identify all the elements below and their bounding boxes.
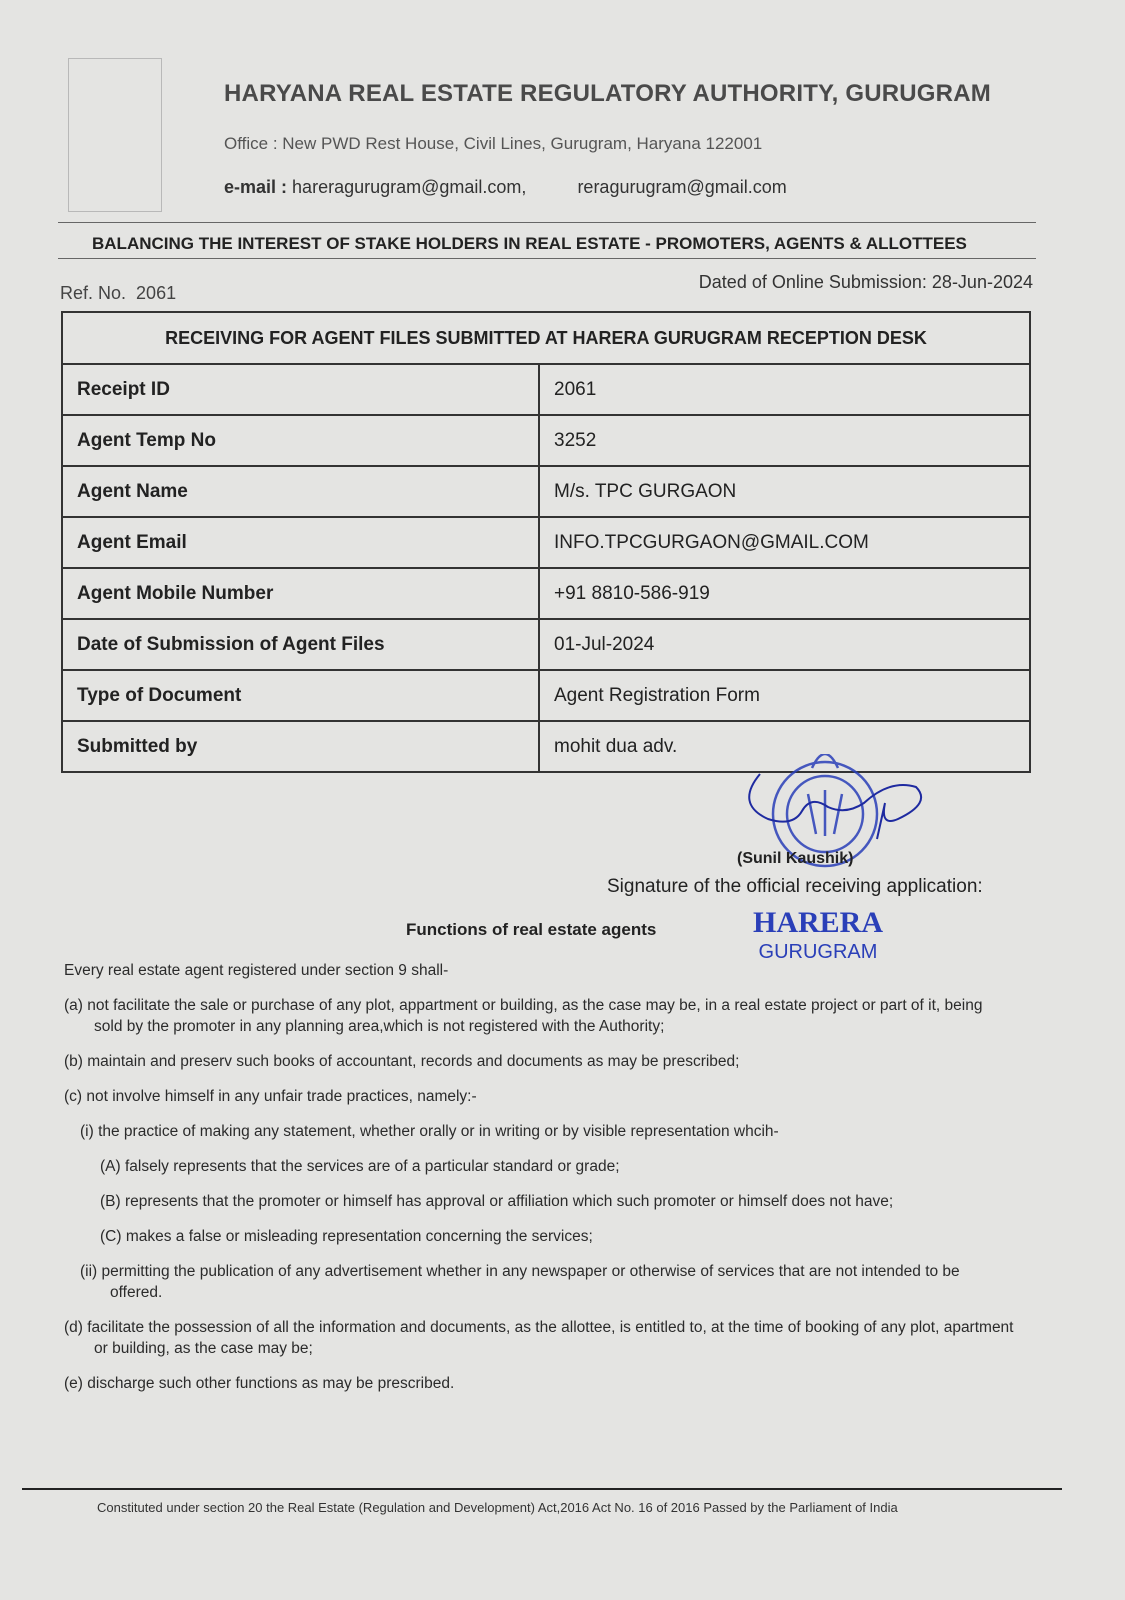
row-value: INFO.TPCGURGAON@GMAIL.COM [539, 517, 1030, 568]
clause-c-i-c: (C) makes a false or misleading representation concerning the services; [100, 1228, 593, 1245]
table-row [62, 670, 1030, 721]
reference-number [60, 283, 176, 304]
table-row [62, 466, 1030, 517]
table-row [62, 517, 1030, 568]
row-label: Type of Document [62, 670, 539, 721]
office-address: Office : New PWD Rest House, Civil Lines, Gurugram, Haryana 122001 [224, 134, 763, 153]
row-value: +91 8810-586-919 [539, 568, 1030, 619]
email-1: hareragurugram@gmail.com, [292, 177, 527, 197]
clause-c-i-a: (A) falsely represents that the services are of a particular standard or grade; [100, 1158, 620, 1175]
row-label: Receipt ID [62, 364, 539, 415]
functions-body [64, 960, 1014, 1408]
ref-value: 2061 [136, 283, 177, 303]
contact-emails [224, 177, 787, 198]
table-row [62, 568, 1030, 619]
row-label: Agent Mobile Number [62, 568, 539, 619]
clause-e: (e) discharge such other functions as may be prescribed. [64, 1375, 455, 1392]
row-value: mohit dua adv. [539, 721, 1030, 772]
email-2: reragurugram@gmail.com [577, 177, 787, 197]
functions-title: Functions of real estate agents [406, 920, 657, 939]
table-row [62, 619, 1030, 670]
clause-c-ii: (ii) permitting the publication of any advertisement whether in any newspaper or otherwise of services that are not intended to be offered. [80, 1263, 960, 1301]
submission-date: Dated of Online Submission: 28-Jun-2024 [698, 272, 1033, 292]
footer-divider [22, 1488, 1062, 1490]
row-value: 3252 [539, 415, 1030, 466]
receipt-table [61, 311, 1031, 773]
row-value: Agent Registration Form [539, 670, 1030, 721]
clause-d: (d) facilitate the possession of all the information and documents, as the allottee, is entitled to, at the time of booking of any plot, apartment or building, as the case may be; [64, 1319, 1014, 1357]
row-value: 2061 [539, 364, 1030, 415]
logo-placeholder [68, 58, 162, 212]
clause-c: (c) not involve himself in any unfair trade practices, namely:- [64, 1088, 477, 1105]
row-label: Agent Email [62, 517, 539, 568]
clause-a: (a) not facilitate the sale or purchase of any plot, appartment or building, as the case may be, in a real estate project or part of it, being sold by the promoter in any planning area,which is not registered with the Authority; [64, 997, 983, 1035]
row-label: Submitted by [62, 721, 539, 772]
row-label: Agent Temp No [62, 415, 539, 466]
ref-label: Ref. No. [60, 283, 127, 303]
footer-text: Constituted under section 20 the Real Estate (Regulation and Development) Act,2016 Act No. 16 of 2016 Passed by the Parliament of India [97, 1500, 898, 1515]
table-row [62, 415, 1030, 466]
official-name: (Sunil Kaushik) [737, 850, 854, 867]
row-label: Agent Name [62, 466, 539, 517]
email-label: e-mail : [224, 177, 288, 197]
clause-c-i-b: (B) represents that the promoter or himself has approval or affiliation which such promoter or himself does not have; [100, 1193, 894, 1210]
divider-bottom [58, 258, 1036, 259]
table-row [62, 364, 1030, 415]
stamp-subtext: GURUGRAM [758, 941, 878, 963]
intro: Every real estate agent registered under section 9 shall- [64, 962, 449, 979]
row-label: Date of Submission of Agent Files [62, 619, 539, 670]
tagline: BALANCING THE INTEREST OF STAKE HOLDERS IN REAL ESTATE - PROMOTERS, AGENTS & ALLOTTEES [92, 234, 967, 253]
table-title: RECEIVING FOR AGENT FILES SUBMITTED AT HARERA GURUGRAM RECEPTION DESK [62, 312, 1030, 364]
organization-name: HARYANA REAL ESTATE REGULATORY AUTHORITY, GURUGRAM [224, 80, 991, 107]
clause-b: (b) maintain and preserv such books of accountant, records and documents as may be prescribed; [64, 1053, 740, 1070]
row-value: 01-Jul-2024 [539, 619, 1030, 670]
divider-top [58, 222, 1036, 223]
signature-label: Signature of the official receiving application: [607, 876, 983, 897]
row-value: M/s. TPC GURGAON [539, 466, 1030, 517]
stamp-text: HARERA [752, 906, 884, 939]
clause-c-i: (i) the practice of making any statement, whether orally or in writing or by visible representation whcih- [80, 1123, 779, 1140]
